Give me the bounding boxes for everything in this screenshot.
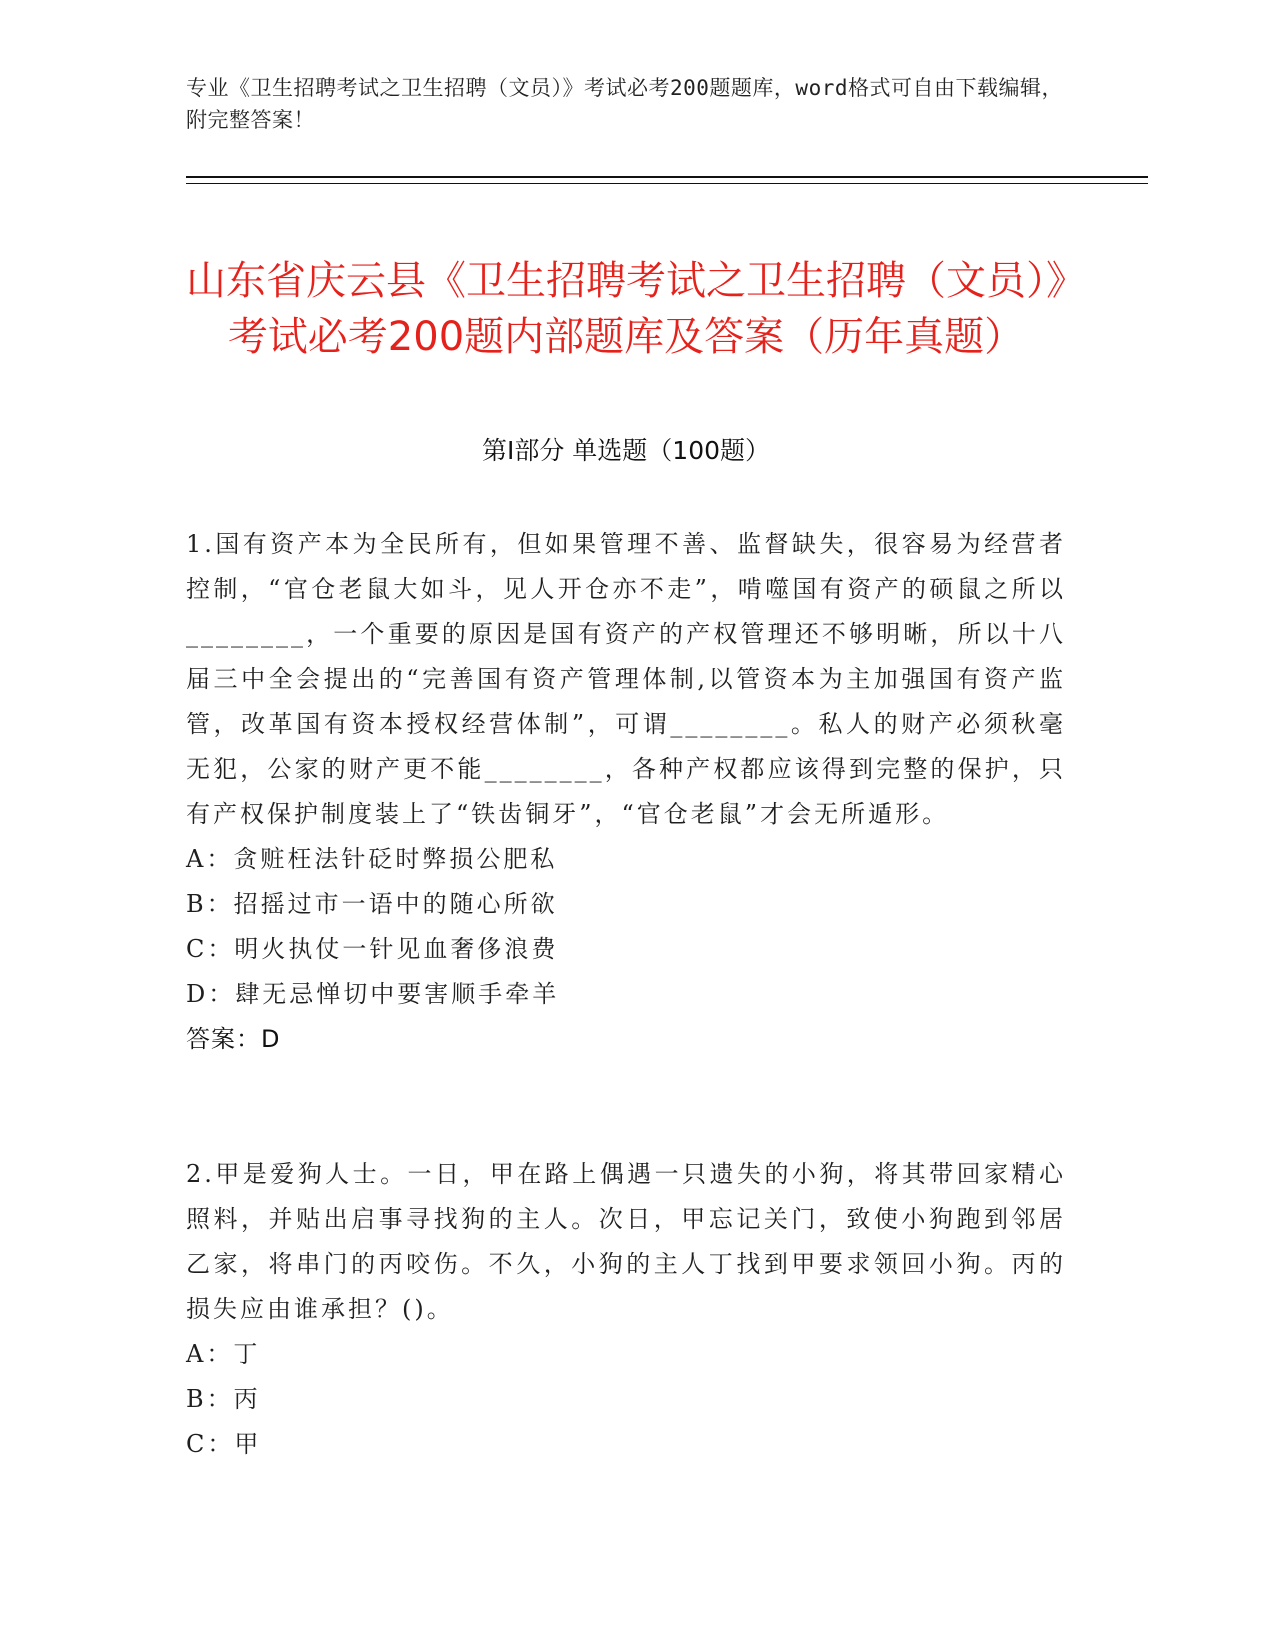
option-d: D：肆无忌惮切中要害顺手牵羊	[186, 980, 560, 1008]
header-note: 专业《卫生招聘考试之卫生招聘（文员）》考试必考200题题库，word格式可自由下载编辑，附完整答案！	[186, 76, 1063, 132]
section-title: 第Ⅰ部分 单选题（100题）	[481, 436, 771, 465]
header-rule-thick	[186, 176, 1148, 178]
option-b: B：招摇过市一语中的随心所欲	[186, 890, 558, 918]
question-stem: 1.国有资产本为全民所有，但如果管理不善、监督缺失，很容易为经营者控制，“官仓老鼠大如斗，见人开仓亦不走”，啃噬国有资产的硕鼠之所以________，一个重要的原因是国有资产的产权管理还不够明晰，所以十八届三中全会提出的“完善国有资产管理体制,以管资本为主加强国有资产监管，改革国有资本授权经营体制”，可谓________。私人的财产必须秋毫无犯，公家的财产更不能________，各种产权都应该得到完整的保护，只有产权保护制度装上了“铁齿铜牙”，“官仓老鼠”才会无所遁形。	[186, 530, 1066, 828]
header-rule-thin	[186, 183, 1148, 184]
question-2	[186, 1152, 1066, 1467]
option-a: A：贪赃枉法针砭时弊损公肥私	[186, 845, 558, 873]
answer-line: 答案：D	[186, 1025, 281, 1053]
option-c: C：甲	[186, 1430, 262, 1458]
question-1	[186, 522, 1066, 1062]
option-a: A：丁	[186, 1340, 261, 1368]
option-b: B：丙	[186, 1385, 261, 1413]
option-c: C：明火执仗一针见血奢侈浪费	[186, 935, 559, 963]
document-title: 山东省庆云县《卫生招聘考试之卫生招聘（文员）》考试必考200题内部题库及答案（历年真题）	[186, 257, 1066, 360]
question-stem: 2.甲是爱狗人士。一日，甲在路上偶遇一只遗失的小狗，将其带回家精心照料，并贴出启事寻找狗的主人。次日，甲忘记关门，致使小狗跑到邻居乙家，将串门的丙咬伤。不久，小狗的主人丁找到甲要求领回小狗。丙的损失应由谁承担？()。	[186, 1160, 1066, 1323]
